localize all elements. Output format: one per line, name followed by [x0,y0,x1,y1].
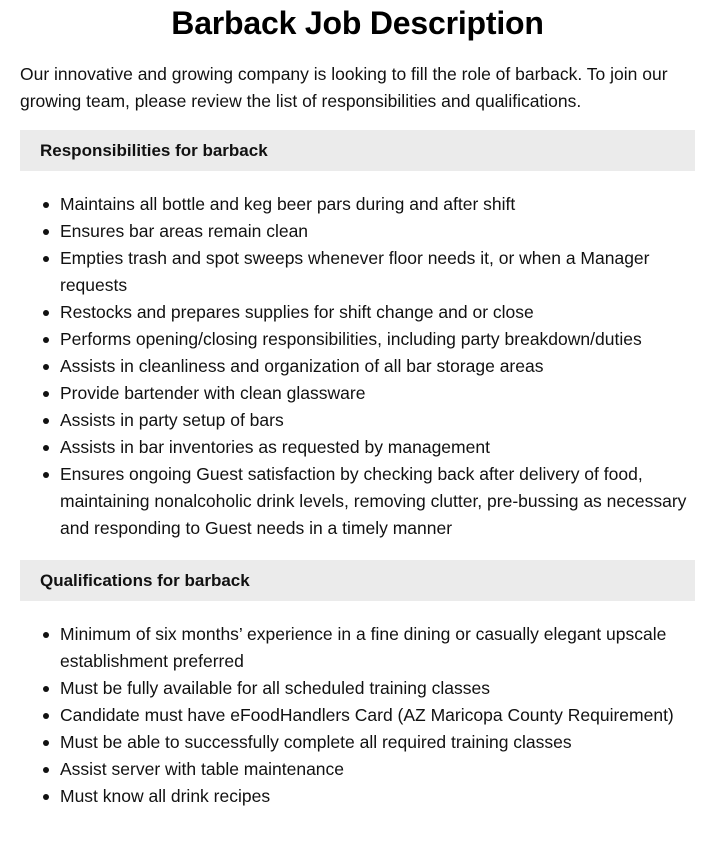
list-item-text: Must be able to successfully complete all required training classes [60,732,572,752]
list-item [60,380,695,407]
list-item-text: Performs opening/closing responsibilities, including party breakdown/duties [60,329,642,349]
list-item [60,191,695,218]
list-item [60,407,695,434]
list-item [60,702,695,729]
list-item [60,434,695,461]
responsibilities-list [20,191,695,542]
list-item-text: Assist server with table maintenance [60,759,345,779]
list-item [60,218,695,245]
bullet-icon [43,256,49,262]
bullet-icon [43,310,49,316]
bullet-icon [43,229,49,235]
list-item [60,461,695,542]
list-item-text: Candidate must have eFoodHandlers Card (AZ Maricopa County Requirement) [60,705,674,725]
bullet-icon [43,686,49,692]
list-item [60,675,695,702]
list-item-text: Assists in cleanliness and organization of all bar storage areas [60,356,544,376]
bullet-icon [43,418,49,424]
bullet-icon [43,767,49,773]
list-item [60,299,695,326]
intro-paragraph: Our innovative and growing company is looking to fill the role of barback. To join our growing team, please review the list of responsibilities and qualifications. [20,64,668,111]
responsibilities-section [20,130,695,542]
list-item-text: Empties trash and spot sweeps whenever floor needs it, or when a Manager requests [60,248,650,295]
bullet-icon [43,445,49,451]
bullet-icon [43,364,49,370]
list-item-text: Assists in party setup of bars [60,410,284,430]
list-item [60,621,695,675]
bullet-icon [43,472,49,478]
qualifications-section [20,560,695,810]
list-item [60,245,695,299]
list-item-text: Assists in bar inventories as requested by management [60,437,490,457]
list-item [60,729,695,756]
bullet-icon [43,794,49,800]
list-item-text: Ensures ongoing Guest satisfaction by checking back after delivery of food, maintaining nonalcoholic drink levels, removing clutter, pre-bussing as necessary and responding to Guest needs in a timely manner [60,464,687,538]
list-item-text: Must be fully available for all scheduled training classes [60,678,490,698]
page-title: Barback Job Description [171,5,544,41]
list-item [60,756,695,783]
list-item [60,353,695,380]
bullet-icon [43,391,49,397]
bullet-icon [43,202,49,208]
bullet-icon [43,740,49,746]
list-item-text: Ensures bar areas remain clean [60,221,309,241]
bullet-icon [43,632,49,638]
list-item-text: Maintains all bottle and keg beer pars during and after shift [60,194,516,214]
bullet-icon [43,337,49,343]
list-item-text: Provide bartender with clean glassware [60,383,366,403]
list-item [60,783,695,810]
list-item-text: Minimum of six months’ experience in a fine dining or casually elegant upscale establishment preferred [60,624,667,671]
list-item-text: Must know all drink recipes [60,786,271,806]
list-item-text: Restocks and prepares supplies for shift change and or close [60,302,534,322]
qualifications-heading: Qualifications for barback [20,560,695,601]
bullet-icon [43,713,49,719]
list-item [60,326,695,353]
qualifications-list [20,621,695,810]
responsibilities-heading: Responsibilities for barback [20,130,695,171]
